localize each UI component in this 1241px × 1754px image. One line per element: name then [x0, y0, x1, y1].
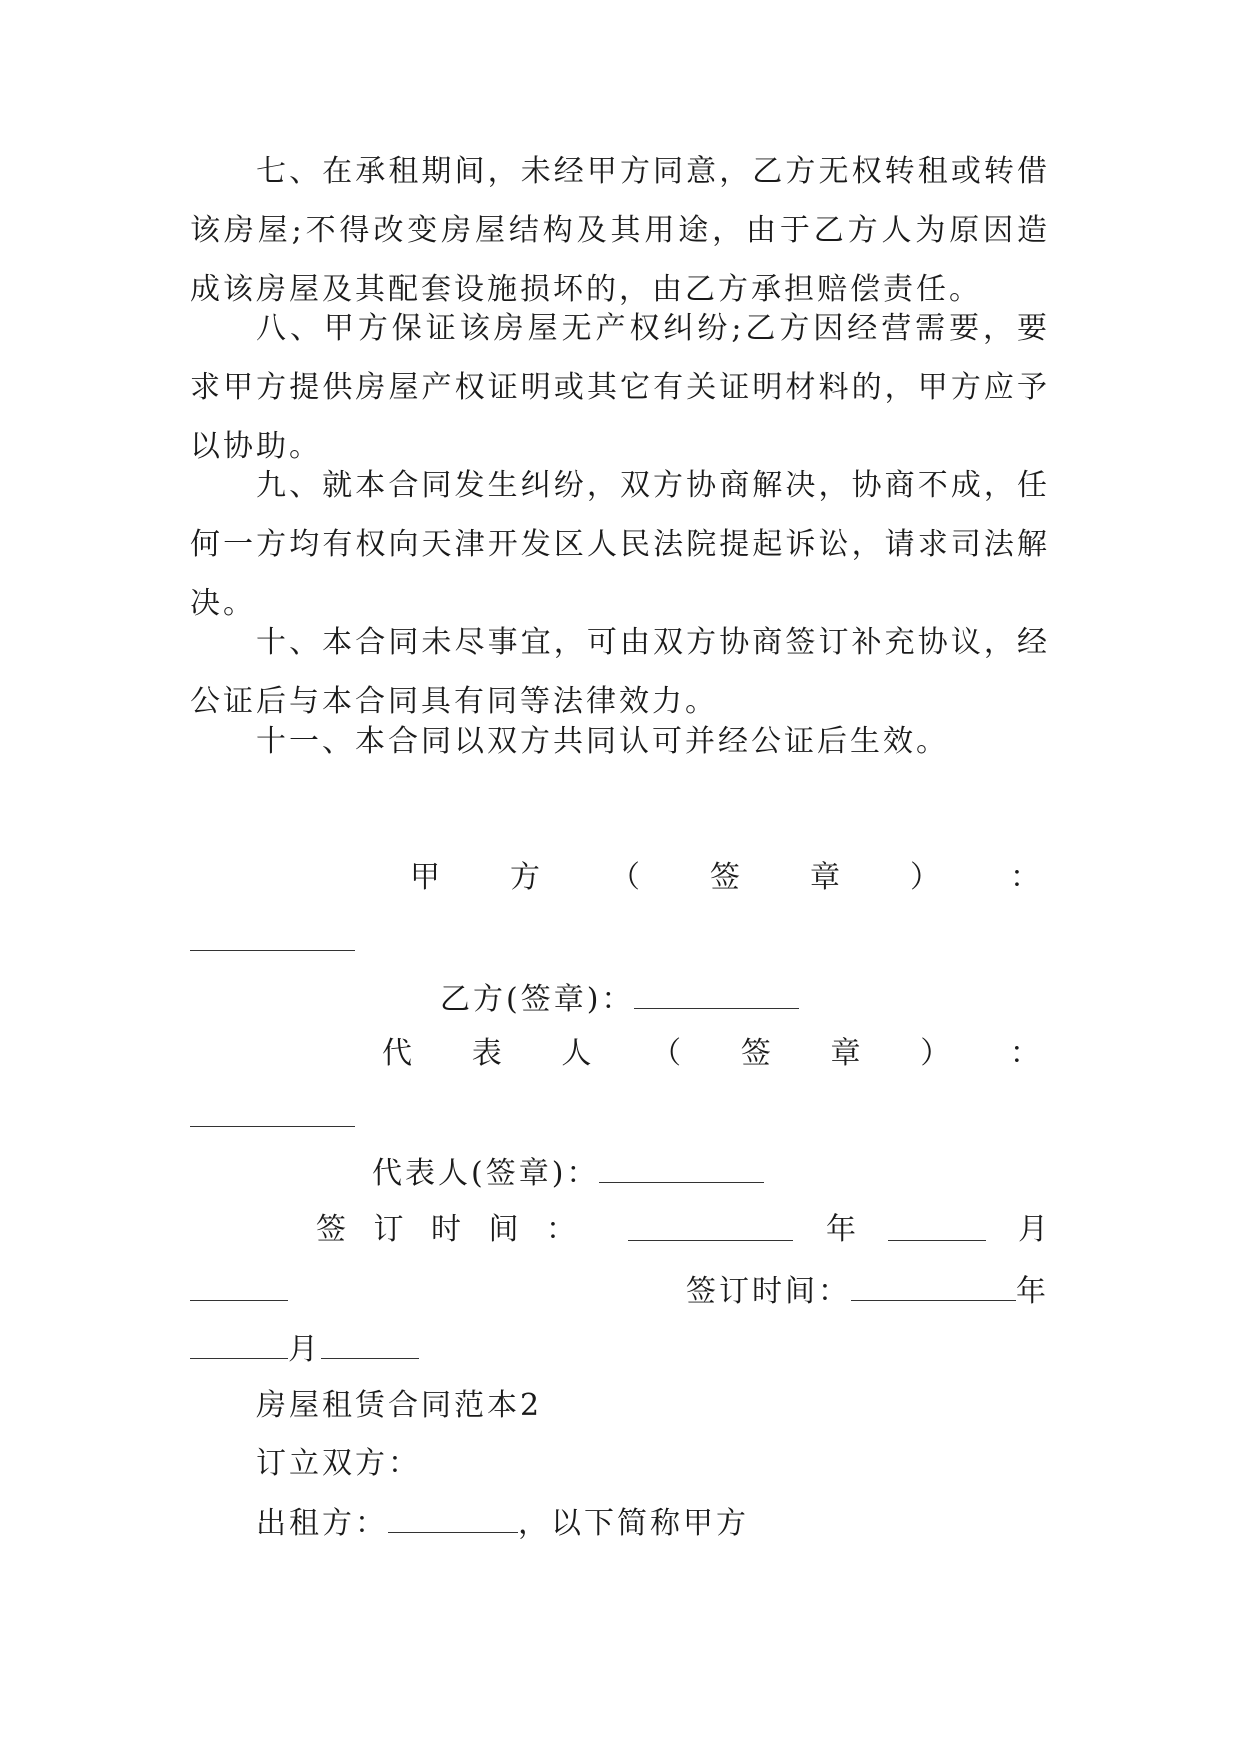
- sig-char: 代: [382, 1036, 412, 1071]
- date-b: [686, 1270, 1049, 1312]
- sig-char: 签: [740, 1036, 771, 1071]
- rep-a-signature-label: [382, 1034, 1040, 1074]
- rep-b-signature: [372, 1152, 764, 1194]
- sig-char: ：: [1009, 1036, 1040, 1071]
- lessor-suffix: ，以下简称甲方: [518, 1506, 749, 1541]
- sig-char: ：: [546, 1212, 576, 1247]
- sig-char: 订: [373, 1212, 404, 1247]
- sig-char: ）: [910, 860, 940, 895]
- clause-text: 十一、本合同以双方共同认可并经公证后生效。: [256, 724, 949, 759]
- date-b-day-blank[interactable]: [321, 1328, 419, 1359]
- clause-7: [190, 142, 1050, 319]
- rep-b-label: 代表人(签章)：: [372, 1156, 600, 1191]
- date-b-year-blank[interactable]: [851, 1270, 1016, 1301]
- clause-8: [190, 299, 1050, 476]
- clause-text: 七、在承租期间，未经甲方同意，乙方无权转租或转借该房屋;不得改变房屋结构及其用途，由于乙方人为原因造成该房屋及其配套设施损坏的，由乙方承担赔偿责任。: [190, 154, 1050, 307]
- sig-char: （: [651, 1036, 682, 1071]
- date-b-month-label: 月: [288, 1332, 321, 1367]
- clause-11: [190, 712, 1050, 771]
- date-a-day-blank[interactable]: [190, 1270, 288, 1312]
- lessor-label: 出租方：: [256, 1506, 388, 1541]
- clause-text: 十、本合同未尽事宜，可由双方协商签订补充协议，经公证后与本合同具有同等法律效力。: [190, 625, 1050, 719]
- party-b-signature: [440, 978, 799, 1020]
- clause-text: 九、就本合同发生纠纷，双方协商解决，协商不成，任何一方均有权向天津开发区人民法院提起诉讼，请求司法解决。: [190, 468, 1050, 621]
- party-a-signature-blank[interactable]: [190, 920, 355, 962]
- sig-char: 签: [710, 860, 740, 895]
- sig-char: 方: [510, 860, 540, 895]
- sig-char: ：: [1010, 860, 1040, 895]
- date-a-month-blank[interactable]: [888, 1210, 986, 1252]
- party-b-blank[interactable]: [634, 978, 799, 1009]
- date-b-label: 签订时间：: [686, 1274, 851, 1309]
- sig-char: 甲: [410, 860, 440, 895]
- sig-char: （: [610, 860, 640, 895]
- date-b-year-label: 年: [1016, 1274, 1049, 1309]
- date-b-month-day: [190, 1328, 419, 1370]
- lessor-blank[interactable]: [388, 1502, 518, 1533]
- sig-char: 表: [471, 1036, 502, 1071]
- contract2-parties-heading: 订立双方：: [256, 1446, 421, 1481]
- date-a-year-label: 年: [826, 1212, 859, 1247]
- sig-char: 签: [316, 1212, 346, 1247]
- clause-9: [190, 456, 1050, 633]
- contract2-title: 房屋租赁合同范本2: [256, 1388, 543, 1423]
- sig-char: ）: [920, 1036, 951, 1071]
- contract2-lessor-line: [256, 1502, 749, 1544]
- date-b-month-blank[interactable]: [190, 1328, 288, 1359]
- party-b-label: 乙方(签章)：: [440, 982, 635, 1017]
- clause-text: 八、甲方保证该房屋无产权纠纷;乙方因经营需要，要求甲方提供房屋产权证明或其它有关证明材料的，甲方应予以协助。: [190, 311, 1050, 464]
- sig-char: 人: [561, 1036, 592, 1071]
- rep-b-blank[interactable]: [599, 1152, 764, 1183]
- date-a-label: [316, 1210, 576, 1250]
- sig-char: 章: [830, 1036, 861, 1071]
- sig-char: 章: [810, 860, 840, 895]
- sig-char: 间: [488, 1212, 519, 1247]
- sig-char: 时: [431, 1212, 461, 1247]
- rep-a-signature-blank[interactable]: [190, 1096, 355, 1138]
- party-a-signature-label: [410, 858, 1040, 898]
- date-a-month-label: 月: [1018, 1212, 1051, 1247]
- date-a-year-blank[interactable]: [628, 1210, 793, 1252]
